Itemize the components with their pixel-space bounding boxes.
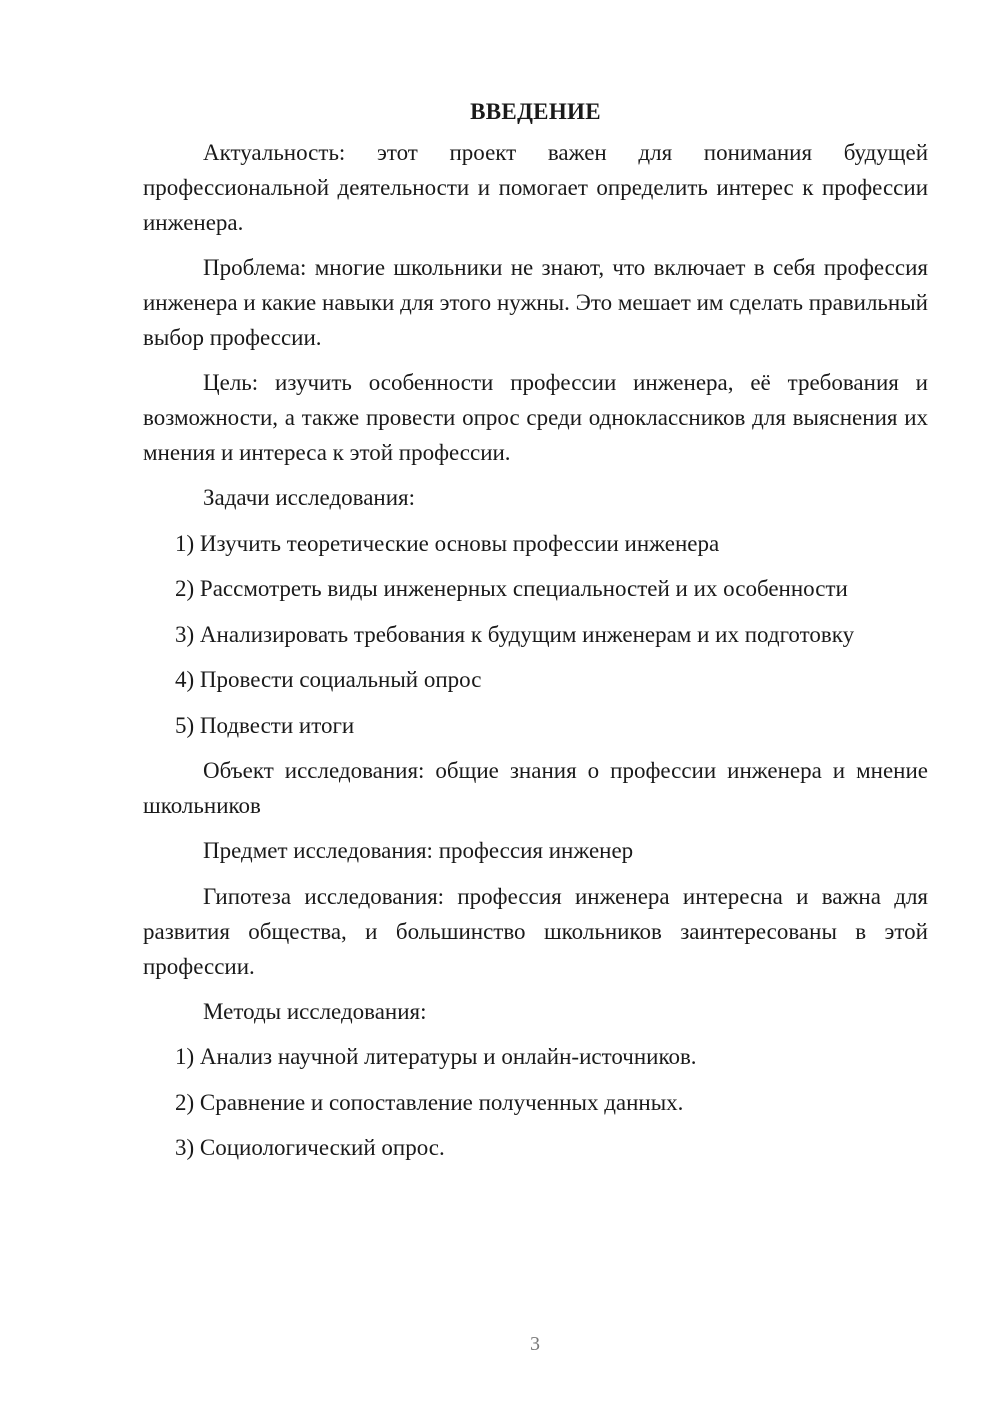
list-item: 5) Подвести итоги (175, 712, 355, 738)
document-body (143, 94, 928, 1176)
list-item: 1) Анализ научной литературы и онлайн-источников. (175, 1044, 697, 1069)
paragraph-hypothesis: Гипотеза исследования: профессия инженера интересна и важна для развития общества, и большинство школьников заинтересованы в этой профессии. (143, 883, 928, 979)
paragraph-goal: Цель: изучить особенности профессии инженера, её требования и возможности, а также провести опрос среди одноклассников для выяснения их мнения и интереса к этой профессии. (143, 370, 928, 465)
paragraph-problem: Проблема: многие школьники не знают, что включает в себя профессия инженера и какие навыки для этого нужны. Это мешает им сделать правильный выбор профессии. (143, 255, 928, 350)
paragraph-subject: Предмет исследования: профессия инженер (203, 838, 634, 863)
list-item: 4) Провести социальный опрос (175, 667, 482, 692)
tasks-list (143, 526, 928, 743)
methods-heading: Методы исследования: (203, 998, 427, 1024)
paragraph-relevance: Актуальность: этот проект важен для понимания будущей профессиональной деятельности и помогает определить интерес к профессии инженера. (143, 140, 928, 235)
page-number: 3 (530, 1333, 540, 1355)
list-item: 2) Сравнение и сопоставление полученных данных. (175, 1089, 684, 1115)
list-item: 2) Рассмотреть виды инженерных специальностей и их особенности (175, 576, 848, 601)
list-item: 3) Анализировать требования к будущим инженерам и их подготовку (175, 621, 855, 647)
page-title: ВВЕДЕНИЕ (470, 99, 601, 124)
paragraph-object: Объект исследования: общие знания о профессии инженера и мнение школьников (143, 758, 928, 818)
methods-list (143, 1039, 928, 1165)
list-item: 3) Социологический опрос. (175, 1135, 445, 1160)
tasks-heading: Задачи исследования: (203, 485, 416, 510)
list-item: 1) Изучить теоретические основы профессии инженера (175, 530, 720, 556)
